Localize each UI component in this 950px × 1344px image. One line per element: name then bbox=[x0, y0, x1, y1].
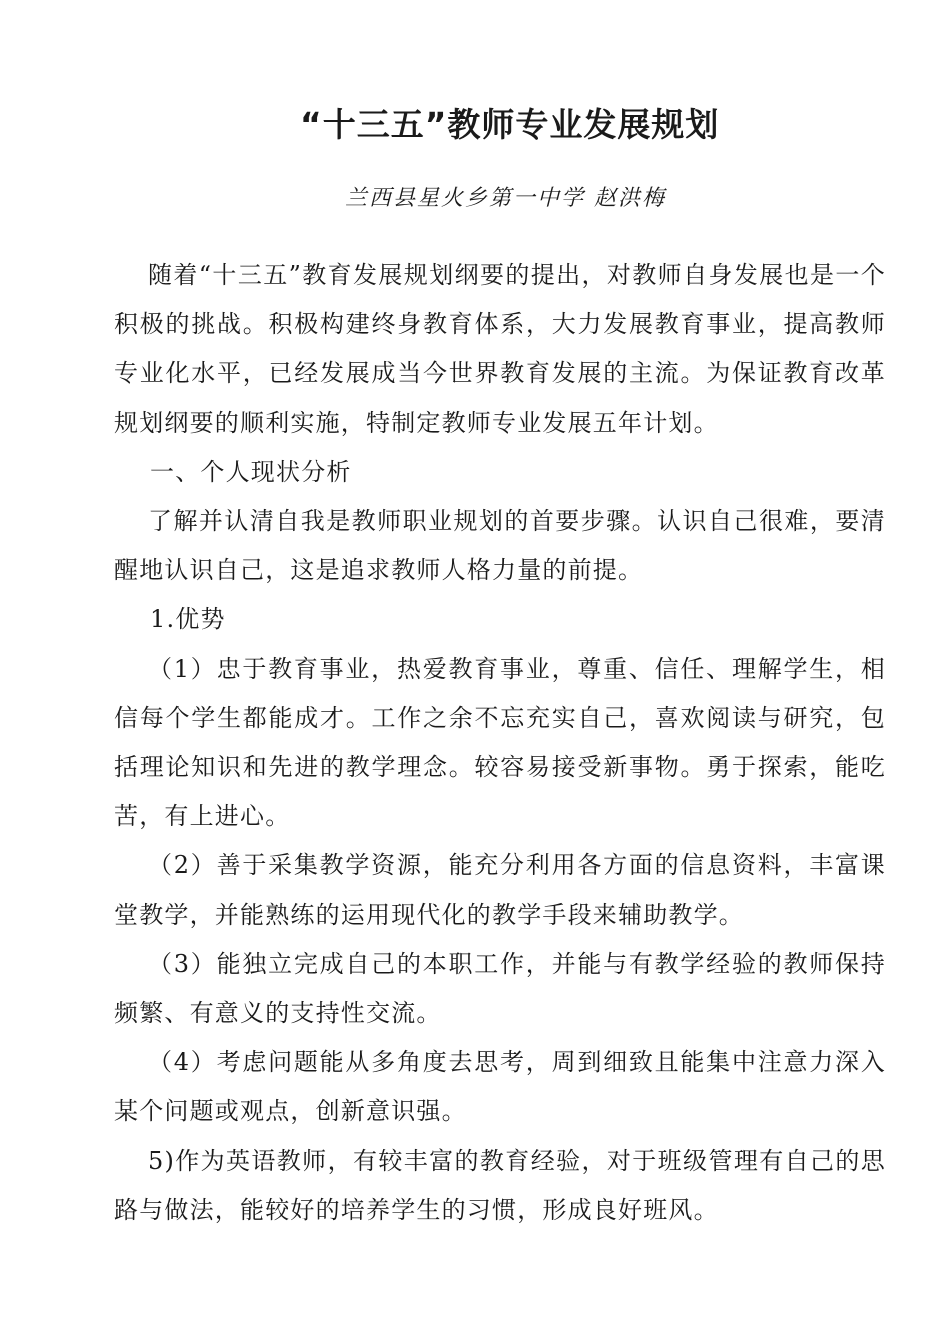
document-title: “十三五”教师专业发展规划 bbox=[300, 105, 720, 144]
subsection-heading-strengths: 1.优势 bbox=[150, 605, 226, 634]
paragraph-intro: 随着“十三五”教育发展规划纲要的提出，对教师自身发展也是一个积极的挑战。积极构建终身教育体系，大力发展教育事业，提高教师专业化水平，已经发展成当今世界教育发展的主流。为保证教育改革规划纲要的顺利实施，特制定教师专业发展五年计划。 bbox=[114, 261, 886, 437]
paragraph-strength-1: （1）忠于教育事业，热爱教育事业，尊重、信任、理解学生，相信每个学生都能成才。工作之余不忘充实自己，喜欢阅读与研究，包括理论知识和先进的教学理念。较容易接受新事物。勇于探索，能吃苦，有上进心。 bbox=[114, 654, 886, 831]
section-heading-status: 一、个人现状分析 bbox=[150, 457, 352, 486]
paragraph-strength-2: （2）善于采集教学资源，能充分利用各方面的信息资料，丰富课堂教学，并能熟练的运用现代化的教学手段来辅助教学。 bbox=[114, 851, 886, 929]
author-line: 兰西县星火乡第一中学 赵洪梅 bbox=[345, 186, 666, 211]
paragraph-strength-4: （4）考虑问题能从多角度去思考，周到细致且能集中注意力深入某个问题或观点，创新意识强。 bbox=[114, 1048, 886, 1126]
paragraph-strength-3: （3）能独立完成自己的本职工作，并能与有教学经验的教师保持频繁、有意义的支持性交流。 bbox=[114, 949, 886, 1028]
paragraph-self-knowledge: 了解并认清自我是教师职业规划的首要步骤。认识自己很难，要清醒地认识自己，这是追求教师人格力量的前提。 bbox=[114, 507, 886, 585]
paragraph-strength-5: 5)作为英语教师，有较丰富的教育经验，对于班级管理有自己的思路与做法，能较好的培养学生的习惯，形成良好班风。 bbox=[114, 1146, 886, 1224]
document-body bbox=[114, 251, 886, 1235]
